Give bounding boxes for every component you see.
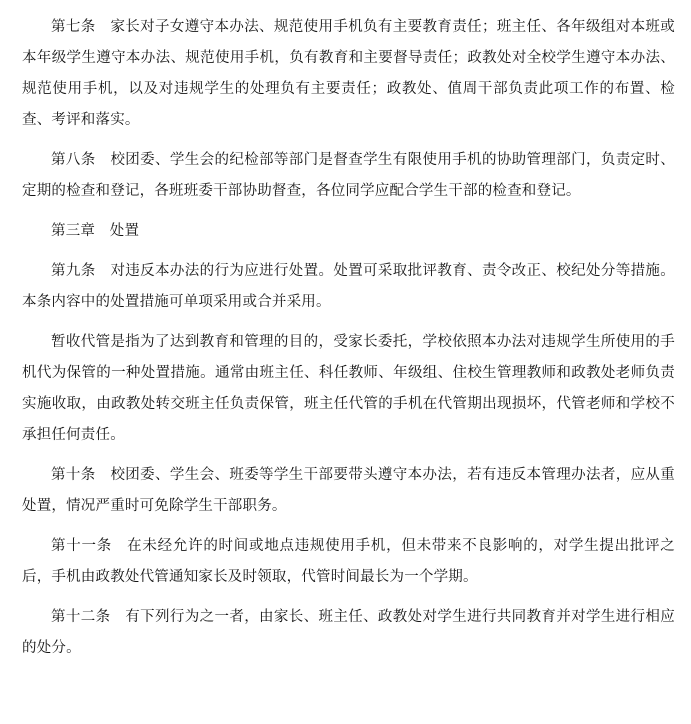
paragraph-article-10: 第十条 校团委、学生会、班委等学生干部要带头遵守本办法，若有违反本管理办法者，应从重处置，情况严重时可免除学生干部职务。 <box>22 467 675 514</box>
paragraph-article-9: 第九条 对违反本办法的行为应进行处置。处置可采取批评教育、责令改正、校纪处分等措施。本条内容中的处置措施可单项采用或合并采用。 <box>22 263 675 310</box>
paragraph-article-8: 第八条 校团委、学生会的纪检部等部门是督查学生有限使用手机的协助管理部门，负责定时、定期的检查和登记，各班班委干部协助督查，各位同学应配合学生干部的检查和登记。 <box>22 152 675 199</box>
paragraph-article-7: 第七条 家长对子女遵守本办法、规范使用手机负有主要教育责任；班主任、各年级组对本班或本年级学生遵守本办法、规范使用手机，负有教育和主要督导责任；政教处对全校学生遵守本办法、规范使用手机，以及对违规学生的处理负有主要责任；政教处、值周干部负责此项工作的布置、检查、考评和落实。 <box>22 19 675 128</box>
paragraph-article-12: 第十二条 有下列行为之一者，由家长、班主任、政教处对学生进行共同教育并对学生进行相应的处分。 <box>22 609 675 656</box>
paragraph-article-11: 第十一条 在未经允许的时间或地点违规使用手机，但未带来不良影响的，对学生提出批评之后，手机由政教处代管通知家长及时领取，代管时间最长为一个学期。 <box>22 538 675 585</box>
paragraph-custody-explanation: 暂收代管是指为了达到教育和管理的目的，受家长委托，学校依照本办法对违规学生所使用的手机代为保管的一种处置措施。通常由班主任、科任教师、年级组、住校生管理教师和政教处老师负责实施收取，由政教处转交班主任负责保管，班主任代管的手机在代管期出现损坏，代管老师和学校不承担任何责任。 <box>22 334 675 443</box>
chapter-3-heading: 第三章 处置 <box>51 223 140 239</box>
